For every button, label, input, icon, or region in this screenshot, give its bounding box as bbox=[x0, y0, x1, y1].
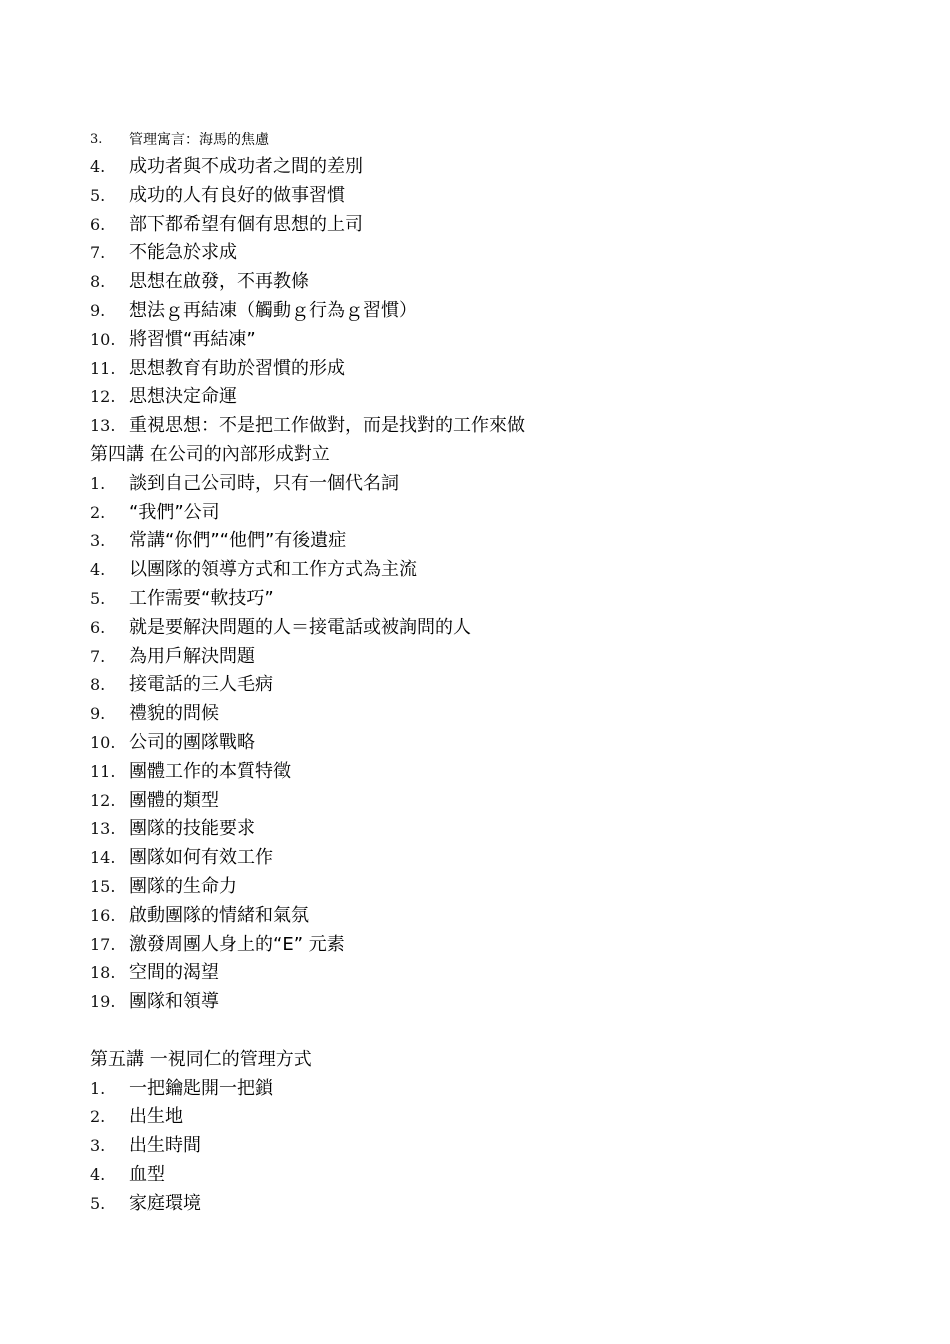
item-number: 9. bbox=[90, 300, 106, 320]
item-text: 公司的團隊戰略 bbox=[129, 731, 255, 753]
list-item bbox=[90, 383, 890, 412]
item-number: 8. bbox=[90, 272, 106, 292]
blank-line bbox=[90, 1017, 890, 1046]
list-item bbox=[90, 700, 890, 729]
item-number: 11. bbox=[90, 761, 116, 781]
list-item bbox=[90, 412, 890, 441]
list-item bbox=[90, 815, 890, 844]
item-text: 團隊的技能要求 bbox=[129, 818, 255, 840]
list-item bbox=[90, 499, 890, 528]
item-text: 激發周團人身上的“E” 元素 bbox=[129, 933, 345, 955]
list-item bbox=[90, 873, 890, 902]
item-number: 11. bbox=[90, 358, 116, 378]
item-text: 禮貌的問候 bbox=[129, 703, 219, 725]
item-number: 7. bbox=[90, 646, 106, 666]
item-text: 思想教育有助於習慣的形成 bbox=[129, 357, 345, 379]
item-text: 啟動團隊的情緒和氣氛 bbox=[129, 904, 309, 926]
list-item bbox=[90, 556, 890, 585]
list-item bbox=[90, 959, 890, 988]
item-text: 將習慣“再結凍” bbox=[129, 328, 256, 350]
item-text: 成功的人有良好的做事習慣 bbox=[129, 184, 345, 206]
item-number: 15. bbox=[90, 876, 116, 896]
item-text: 以團隊的領導方式和工作方式為主流 bbox=[129, 559, 417, 581]
list-item bbox=[90, 239, 890, 268]
list-item bbox=[90, 127, 890, 153]
item-text: 血型 bbox=[129, 1163, 165, 1185]
item-text: 出生時間 bbox=[129, 1135, 201, 1157]
item-text: 想法ｇ再結凍（觸動ｇ行為ｇ習慣） bbox=[129, 299, 417, 321]
item-number: 8. bbox=[90, 675, 106, 695]
list-item bbox=[90, 729, 890, 758]
item-number: 14. bbox=[90, 848, 116, 868]
item-text: 接電話的三人毛病 bbox=[129, 674, 273, 696]
list-item bbox=[90, 268, 890, 297]
item-text: 管理寓言：海馬的焦慮 bbox=[129, 132, 269, 148]
item-number: 13. bbox=[90, 416, 116, 436]
item-text: 空間的渴望 bbox=[129, 962, 219, 984]
item-number: 12. bbox=[90, 790, 116, 810]
list-item bbox=[90, 1190, 890, 1219]
list-item bbox=[90, 527, 890, 556]
list-item bbox=[90, 988, 890, 1017]
item-number: 5. bbox=[90, 588, 106, 608]
item-number: 3. bbox=[90, 1136, 106, 1156]
item-text: 一把鑰匙開一把鎖 bbox=[129, 1077, 273, 1099]
list-item bbox=[90, 297, 890, 326]
list-item bbox=[90, 355, 890, 384]
item-number: 9. bbox=[90, 704, 106, 724]
item-number: 3. bbox=[90, 531, 106, 551]
item-number: 6. bbox=[90, 617, 106, 637]
list-item bbox=[90, 326, 890, 355]
item-text: 談到自己公司時，只有一個代名詞 bbox=[129, 472, 399, 494]
item-number: 7. bbox=[90, 243, 106, 263]
item-text: 團隊和領導 bbox=[129, 991, 219, 1013]
item-text: 成功者與不成功者之間的差別 bbox=[129, 156, 363, 177]
item-text: 家庭環境 bbox=[129, 1192, 201, 1214]
item-text: 團隊的生命力 bbox=[129, 875, 237, 897]
item-number: 4. bbox=[90, 560, 106, 580]
item-text: 思想在啟發，不再教條 bbox=[129, 271, 309, 293]
item-text: 常講“你們”“他們”有後遺症 bbox=[129, 530, 347, 552]
item-text: 為用戶解決問題 bbox=[129, 645, 255, 667]
item-number: 4. bbox=[90, 157, 106, 176]
section-3-list bbox=[90, 127, 890, 1218]
item-text: 團體的類型 bbox=[129, 789, 219, 811]
item-number: 12. bbox=[90, 387, 116, 407]
item-number: 10. bbox=[90, 732, 116, 752]
item-number: 1. bbox=[90, 1078, 106, 1098]
item-number: 17. bbox=[90, 934, 116, 954]
list-item bbox=[90, 182, 890, 211]
list-item bbox=[90, 671, 890, 700]
item-number: 2. bbox=[90, 1107, 106, 1127]
item-number: 5. bbox=[90, 185, 106, 205]
item-number: 4. bbox=[90, 1164, 106, 1184]
list-item bbox=[90, 931, 890, 960]
item-number: 1. bbox=[90, 473, 106, 493]
item-number: 5. bbox=[90, 1193, 106, 1213]
item-number: 6. bbox=[90, 214, 106, 234]
list-item bbox=[90, 758, 890, 787]
item-text: 團隊如何有效工作 bbox=[129, 847, 273, 869]
item-text: 重視思想：不是把工作做對，而是找對的工作來做 bbox=[129, 415, 525, 437]
list-item bbox=[90, 902, 890, 931]
item-text: 部下都希望有個有思想的上司 bbox=[129, 213, 363, 235]
list-item bbox=[90, 1161, 890, 1190]
item-number: 3. bbox=[90, 132, 103, 147]
item-number: 2. bbox=[90, 502, 106, 522]
list-item bbox=[90, 211, 890, 240]
list-item bbox=[90, 1075, 890, 1104]
section-heading: 第五講 一視同仁的管理方式 bbox=[90, 1048, 312, 1070]
list-item bbox=[90, 787, 890, 816]
list-item bbox=[90, 614, 890, 643]
list-item bbox=[90, 1103, 890, 1132]
item-number: 16. bbox=[90, 905, 116, 925]
item-number: 13. bbox=[90, 819, 116, 839]
item-number: 18. bbox=[90, 963, 116, 983]
item-text: 就是要解決問題的人＝接電話或被詢問的人 bbox=[129, 616, 471, 638]
item-text: 不能急於求成 bbox=[129, 242, 237, 264]
list-item bbox=[90, 1132, 890, 1161]
item-number: 19. bbox=[90, 992, 116, 1012]
item-text: “我們”公司 bbox=[129, 501, 220, 523]
item-text: 工作需要“軟技巧” bbox=[129, 587, 274, 609]
item-number: 10. bbox=[90, 329, 116, 349]
item-text: 團體工作的本質特徵 bbox=[129, 760, 291, 782]
list-item bbox=[90, 153, 890, 182]
item-text: 思想決定命運 bbox=[129, 386, 237, 408]
list-item bbox=[90, 844, 890, 873]
list-item bbox=[90, 470, 890, 499]
item-text: 出生地 bbox=[129, 1106, 183, 1128]
list-item bbox=[90, 585, 890, 614]
section-heading: 第四講 在公司的內部形成對立 bbox=[90, 443, 330, 465]
list-item bbox=[90, 643, 890, 672]
